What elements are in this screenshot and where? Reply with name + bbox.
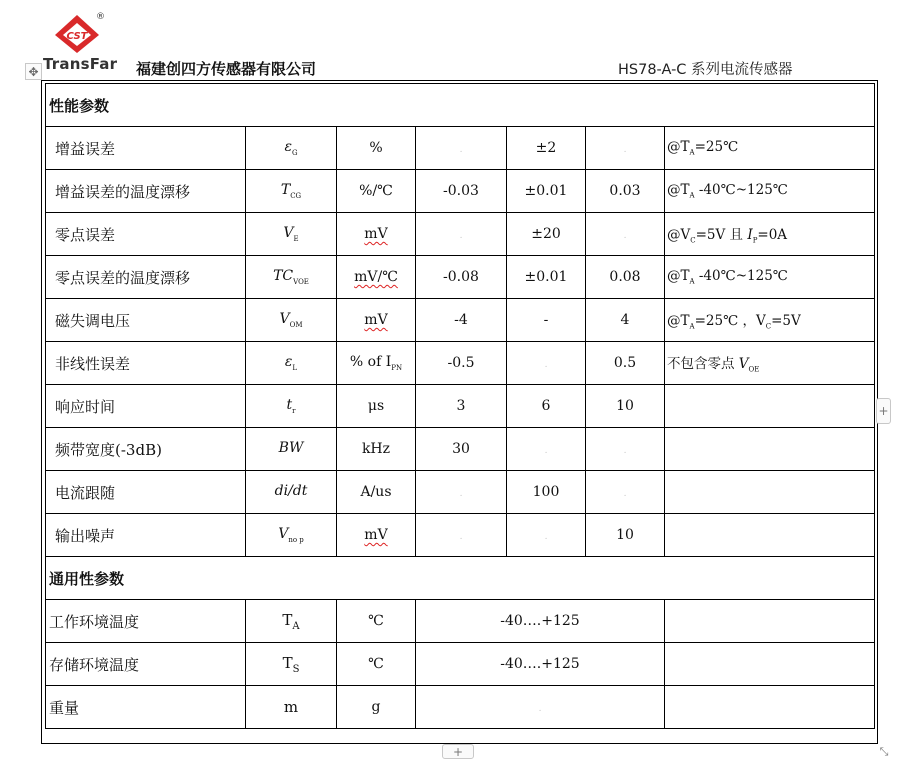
unit: mV: [364, 527, 388, 543]
table-row: [46, 213, 875, 256]
min-cell-value: -0.5: [447, 355, 475, 371]
max-cell[interactable]: .: [586, 428, 665, 471]
symbol-subscript: CG: [290, 191, 302, 200]
symbol: ε: [284, 354, 293, 371]
param-name[interactable]: 输出噪声: [46, 514, 246, 557]
min-cell[interactable]: [416, 256, 507, 299]
symbol: T: [282, 653, 293, 672]
condition-text: @T: [667, 182, 690, 199]
registered-mark: ®: [96, 12, 105, 22]
unit-cell[interactable]: [337, 256, 416, 299]
unit-cell[interactable]: [337, 213, 416, 256]
param-name[interactable]: 工作环境温度: [46, 600, 246, 643]
symbol-subscript: VOE: [293, 277, 309, 286]
unit: kHz: [361, 441, 391, 457]
condition-subscript: A: [689, 148, 695, 157]
table-row: [46, 428, 875, 471]
condition-text: @T: [667, 268, 690, 285]
condition-text: 不包含零点: [667, 356, 739, 373]
table-move-handle[interactable]: [25, 63, 42, 80]
symbol-cell[interactable]: [246, 385, 337, 428]
unit-cell[interactable]: [337, 299, 416, 342]
unit-subscript: PN: [391, 363, 403, 372]
condition-text: -40℃~125℃: [694, 182, 788, 199]
min-cell[interactable]: [416, 385, 507, 428]
unit-cell[interactable]: [337, 385, 416, 428]
max-cell-value: 0.08: [609, 269, 641, 285]
param-name[interactable]: 零点误差的温度漂移: [46, 256, 246, 299]
unit: A/us: [360, 484, 392, 500]
svg-text:CST: CST: [66, 31, 88, 42]
company-logo: [38, 8, 118, 73]
table-row: [46, 686, 875, 729]
param-name[interactable]: 增益误差: [46, 127, 246, 170]
symbol-subscript: E: [293, 234, 299, 243]
symbol-subscript: A: [292, 620, 300, 632]
typ-cell-value: 6: [541, 398, 551, 414]
product-title: HS78-A-C 系列电流传感器: [618, 62, 793, 78]
condition-cell[interactable]: [665, 514, 875, 557]
condition-subscript: P: [752, 236, 758, 245]
max-cell-value: 10: [616, 398, 634, 414]
condition-cell[interactable]: [665, 471, 875, 514]
min-cell[interactable]: .: [416, 471, 507, 514]
condition-subscript: C: [690, 236, 696, 245]
param-name[interactable]: 非线性误差: [46, 342, 246, 385]
typ-cell-value: ±0.01: [524, 183, 568, 199]
max-cell[interactable]: .: [586, 213, 665, 256]
param-name[interactable]: 磁失调电压: [46, 299, 246, 342]
condition-text: @T: [667, 313, 690, 330]
max-cell-value: 0.03: [609, 183, 641, 199]
table-row: [46, 299, 875, 342]
symbol: T: [282, 610, 293, 629]
symbol: BW: [278, 440, 304, 457]
typ-cell[interactable]: [507, 299, 586, 342]
add-column-button[interactable]: +: [876, 398, 891, 424]
typ-cell[interactable]: .: [507, 428, 586, 471]
typ-cell[interactable]: [507, 471, 586, 514]
condition-text: -40℃~125℃: [694, 268, 788, 285]
table-row: [46, 514, 875, 557]
min-cell[interactable]: [416, 299, 507, 342]
min-cell-value: -4: [454, 312, 468, 328]
max-cell[interactable]: [586, 256, 665, 299]
symbol-cell[interactable]: [246, 514, 337, 557]
min-cell[interactable]: .: [416, 127, 507, 170]
max-cell[interactable]: [586, 170, 665, 213]
max-cell-value: 0.5: [613, 355, 637, 371]
max-cell[interactable]: [586, 299, 665, 342]
section-general-title: 通用性参数: [46, 557, 875, 600]
unit: mV: [364, 312, 388, 328]
condition-cell[interactable]: [665, 428, 875, 471]
symbol-cell[interactable]: [246, 471, 337, 514]
condition-cell[interactable]: [665, 213, 875, 256]
company-name: 福建创四方传感器有限公司: [136, 60, 317, 78]
max-cell[interactable]: [586, 514, 665, 557]
param-name[interactable]: 频带宽度(-3dB): [46, 428, 246, 471]
param-name[interactable]: 重量: [46, 686, 246, 729]
param-name[interactable]: 存储环境温度: [46, 643, 246, 686]
unit: %: [369, 140, 383, 156]
symbol-subscript: no p: [288, 535, 304, 544]
condition-text: =5V: [771, 313, 801, 330]
condition-cell[interactable]: [665, 643, 875, 686]
range-cell[interactable]: .: [416, 686, 665, 729]
table-row: [46, 342, 875, 385]
symbol: V: [278, 526, 289, 543]
symbol-subscript: L: [292, 363, 298, 372]
range-cell[interactable]: [416, 643, 665, 686]
symbol-cell[interactable]: [246, 127, 337, 170]
condition-text: =0A: [757, 227, 788, 244]
max-cell-value: 10: [616, 527, 634, 543]
symbol: T: [280, 182, 291, 199]
symbol-cell[interactable]: [246, 428, 337, 471]
typ-cell[interactable]: .: [507, 514, 586, 557]
symbol-cell[interactable]: [246, 170, 337, 213]
max-cell[interactable]: [586, 385, 665, 428]
param-name[interactable]: 电流跟随: [46, 471, 246, 514]
param-name[interactable]: 增益误差的温度漂移: [46, 170, 246, 213]
range-cell[interactable]: [416, 600, 665, 643]
logo-emblem: [54, 14, 100, 54]
min-cell[interactable]: .: [416, 514, 507, 557]
unit-cell[interactable]: [337, 428, 416, 471]
symbol-subscript: r: [292, 406, 296, 415]
condition-cell[interactable]: [665, 170, 875, 213]
spec-table: [45, 83, 875, 729]
min-cell-value: -0.08: [443, 269, 479, 285]
typ-cell-value: ±20: [531, 226, 561, 242]
symbol: t: [286, 397, 293, 414]
range-value: -40….+125: [500, 613, 580, 629]
typ-cell[interactable]: .: [507, 342, 586, 385]
unit-cell[interactable]: g: [337, 686, 416, 729]
symbol: ε: [284, 139, 292, 156]
typ-cell[interactable]: [507, 213, 586, 256]
min-cell-value: 30: [452, 441, 470, 457]
condition-subscript: C: [765, 322, 772, 331]
symbol-cell[interactable]: [246, 686, 337, 729]
condition-text: @T: [667, 139, 690, 156]
condition-text: =5V 且: [695, 227, 748, 244]
min-cell-value: 3: [456, 398, 466, 414]
unit-cell[interactable]: [337, 127, 416, 170]
unit: μs: [367, 398, 385, 414]
symbol: V: [283, 225, 294, 242]
condition-symbol: I: [747, 227, 753, 244]
symbol-cell[interactable]: [246, 600, 337, 643]
section-performance: [46, 84, 875, 127]
table-row: [46, 170, 875, 213]
condition-text: =25℃: [694, 139, 739, 156]
table-resize-handle[interactable]: [876, 744, 892, 760]
table-row: [46, 127, 875, 170]
unit: mV: [364, 226, 388, 242]
max-cell-value: 4: [620, 312, 630, 328]
resize-icon: ⤡: [879, 745, 889, 758]
unit-cell[interactable]: [337, 342, 416, 385]
typ-cell[interactable]: [507, 256, 586, 299]
min-cell[interactable]: .: [416, 213, 507, 256]
min-cell[interactable]: [416, 170, 507, 213]
symbol: V: [279, 311, 290, 328]
unit-cell[interactable]: [337, 170, 416, 213]
logo-text: TransFar: [43, 55, 118, 73]
condition-subscript: A: [689, 322, 695, 331]
condition-cell[interactable]: [665, 600, 875, 643]
symbol-subscript: G: [291, 148, 298, 157]
unit: % of I: [349, 354, 392, 371]
max-cell[interactable]: [586, 342, 665, 385]
symbol-cell[interactable]: [246, 299, 337, 342]
typ-cell-value: -: [543, 312, 549, 328]
table-row: [46, 600, 875, 643]
move-icon: ✥: [28, 64, 39, 79]
unit-cell[interactable]: ℃: [337, 643, 416, 686]
param-name[interactable]: 零点误差: [46, 213, 246, 256]
condition-subscript: OE: [748, 365, 760, 374]
table-row: [46, 643, 875, 686]
condition-subscript: A: [689, 191, 695, 200]
add-row-button[interactable]: +: [442, 744, 474, 759]
typ-cell[interactable]: [507, 385, 586, 428]
symbol-cell[interactable]: [246, 342, 337, 385]
symbol-cell[interactable]: [246, 213, 337, 256]
symbol: di/dt: [274, 483, 308, 500]
condition-cell[interactable]: [665, 342, 875, 385]
table-row: [46, 385, 875, 428]
typ-cell-value: ±0.01: [524, 269, 568, 285]
condition-symbol: V: [738, 356, 749, 373]
symbol-subscript: S: [292, 663, 300, 675]
symbol: m: [283, 698, 299, 716]
table-row: [46, 471, 875, 514]
symbol-cell[interactable]: [246, 256, 337, 299]
section-general: [46, 557, 875, 600]
min-cell[interactable]: [416, 428, 507, 471]
typ-cell[interactable]: [507, 170, 586, 213]
typ-cell-value: ±2: [535, 140, 557, 156]
section-performance-title: 性能参数: [46, 84, 875, 127]
min-cell[interactable]: [416, 342, 507, 385]
condition-cell[interactable]: [665, 686, 875, 729]
unit-cell[interactable]: ℃: [337, 600, 416, 643]
unit: %/℃: [359, 183, 393, 199]
symbol-subscript: OM: [289, 320, 303, 329]
condition-cell[interactable]: [665, 256, 875, 299]
range-value: -40….+125: [500, 656, 580, 672]
condition-subscript: A: [689, 277, 695, 286]
condition-cell[interactable]: [665, 385, 875, 428]
condition-text: =25℃ ，V: [694, 313, 766, 330]
min-cell-value: -0.03: [443, 183, 479, 199]
symbol: TC: [273, 268, 294, 285]
typ-cell[interactable]: [507, 127, 586, 170]
table-row: [46, 256, 875, 299]
unit: mV/℃: [354, 269, 398, 285]
unit-cell[interactable]: [337, 471, 416, 514]
condition-cell[interactable]: [665, 299, 875, 342]
max-cell[interactable]: .: [586, 127, 665, 170]
typ-cell-value: 100: [532, 484, 560, 500]
param-name[interactable]: 响应时间: [46, 385, 246, 428]
max-cell[interactable]: .: [586, 471, 665, 514]
condition-cell[interactable]: [665, 127, 875, 170]
symbol-cell[interactable]: [246, 643, 337, 686]
unit-cell[interactable]: [337, 514, 416, 557]
condition-text: @V: [667, 227, 691, 244]
